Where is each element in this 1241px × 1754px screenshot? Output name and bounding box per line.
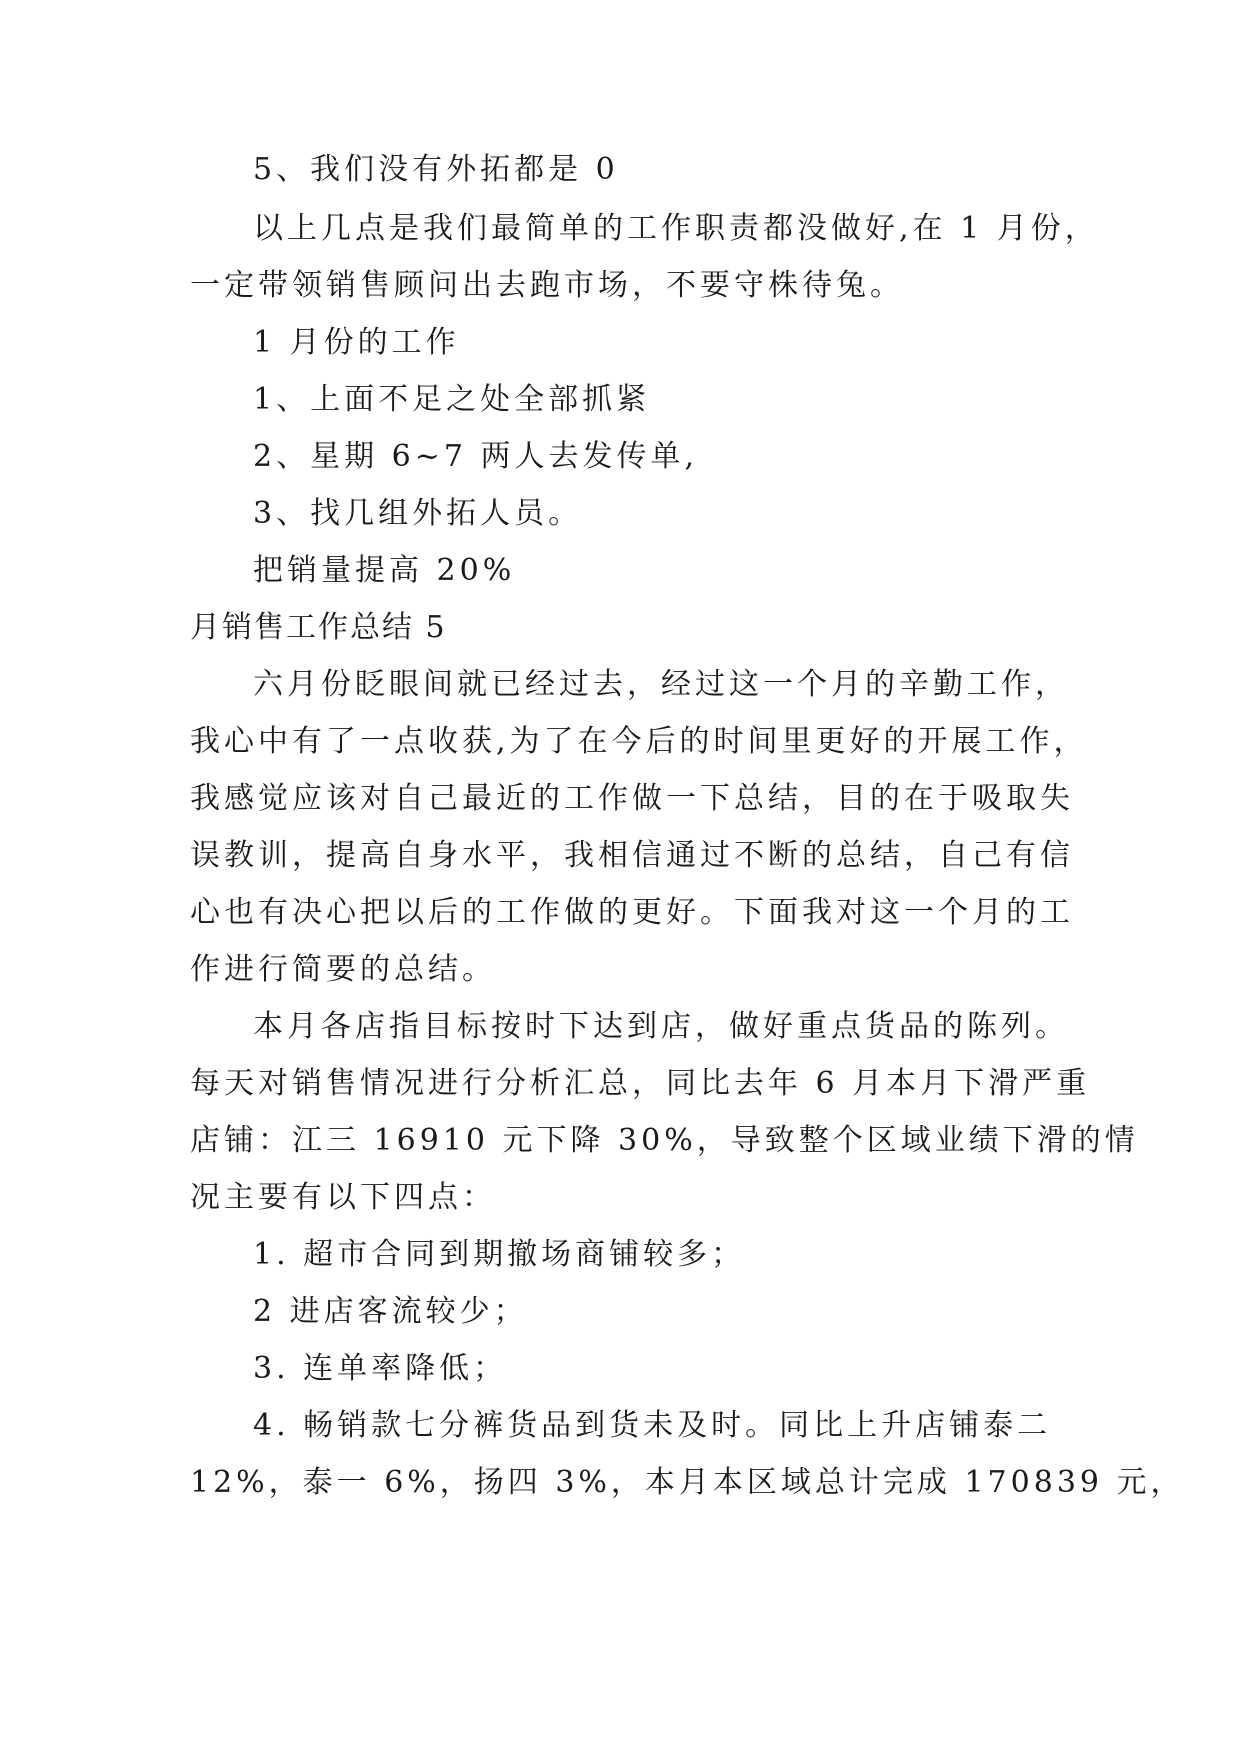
list-item: 2 进店客流较少； xyxy=(253,1294,528,1329)
list-item: 4. 畅销款七分裤货品到货未及时。同比上升店铺泰二 xyxy=(253,1408,1052,1443)
text-line: 12%，泰一 6%，扬四 3%，本月本区域总计完成 170839 元， xyxy=(190,1465,1185,1500)
list-item: 3. 连单率降低； xyxy=(253,1351,508,1386)
list-item: 2、星期 6~7 两人去发传单, xyxy=(253,439,699,474)
text-line: 以上几点是我们最简单的工作职责都没做好,在 1 月份， xyxy=(253,211,1099,246)
list-item: 1、上面不足之处全部抓紧 xyxy=(253,382,651,417)
list-item: 1. 超市合同到期撤场商铺较多； xyxy=(253,1237,746,1272)
text-line: 误教训，提高自身水平，我相信通过不断的总结，自己有信 xyxy=(190,838,1074,873)
text-line: 本月各店指目标按时下达到店，做好重点货品的陈列。 xyxy=(253,1009,1069,1044)
section-heading: 1 月份的工作 xyxy=(253,325,460,360)
text-line: 5、我们没有外拓都是 0 xyxy=(253,152,619,187)
text-line: 我心中有了一点收获,为了在今后的时间里更好的开展工作， xyxy=(190,724,1088,759)
text-line: 六月份眨眼间就已经过去，经过这一个月的辛勤工作， xyxy=(253,667,1069,702)
text-line: 把销量提高 20% xyxy=(253,553,516,588)
text-line: 店铺：江三 16910 元下降 30%，导致整个区域业绩下滑的情 xyxy=(190,1123,1139,1158)
section-title: 月销售工作总结 5 xyxy=(190,610,447,645)
text-line: 况主要有以下四点： xyxy=(190,1180,496,1215)
text-line: 作进行简要的总结。 xyxy=(190,952,496,987)
text-line: 我感觉应该对自己最近的工作做一下总结，目的在于吸取失 xyxy=(190,781,1074,816)
text-line: 每天对销售情况进行分析汇总，同比去年 6 月本月下滑严重 xyxy=(190,1066,1091,1101)
text-line: 一定带领销售顾问出去跑市场，不要守株待兔。 xyxy=(190,268,904,303)
list-item: 3、找几组外拓人员。 xyxy=(253,496,583,531)
text-line: 心也有决心把以后的工作做的更好。下面我对这一个月的工 xyxy=(190,895,1074,930)
